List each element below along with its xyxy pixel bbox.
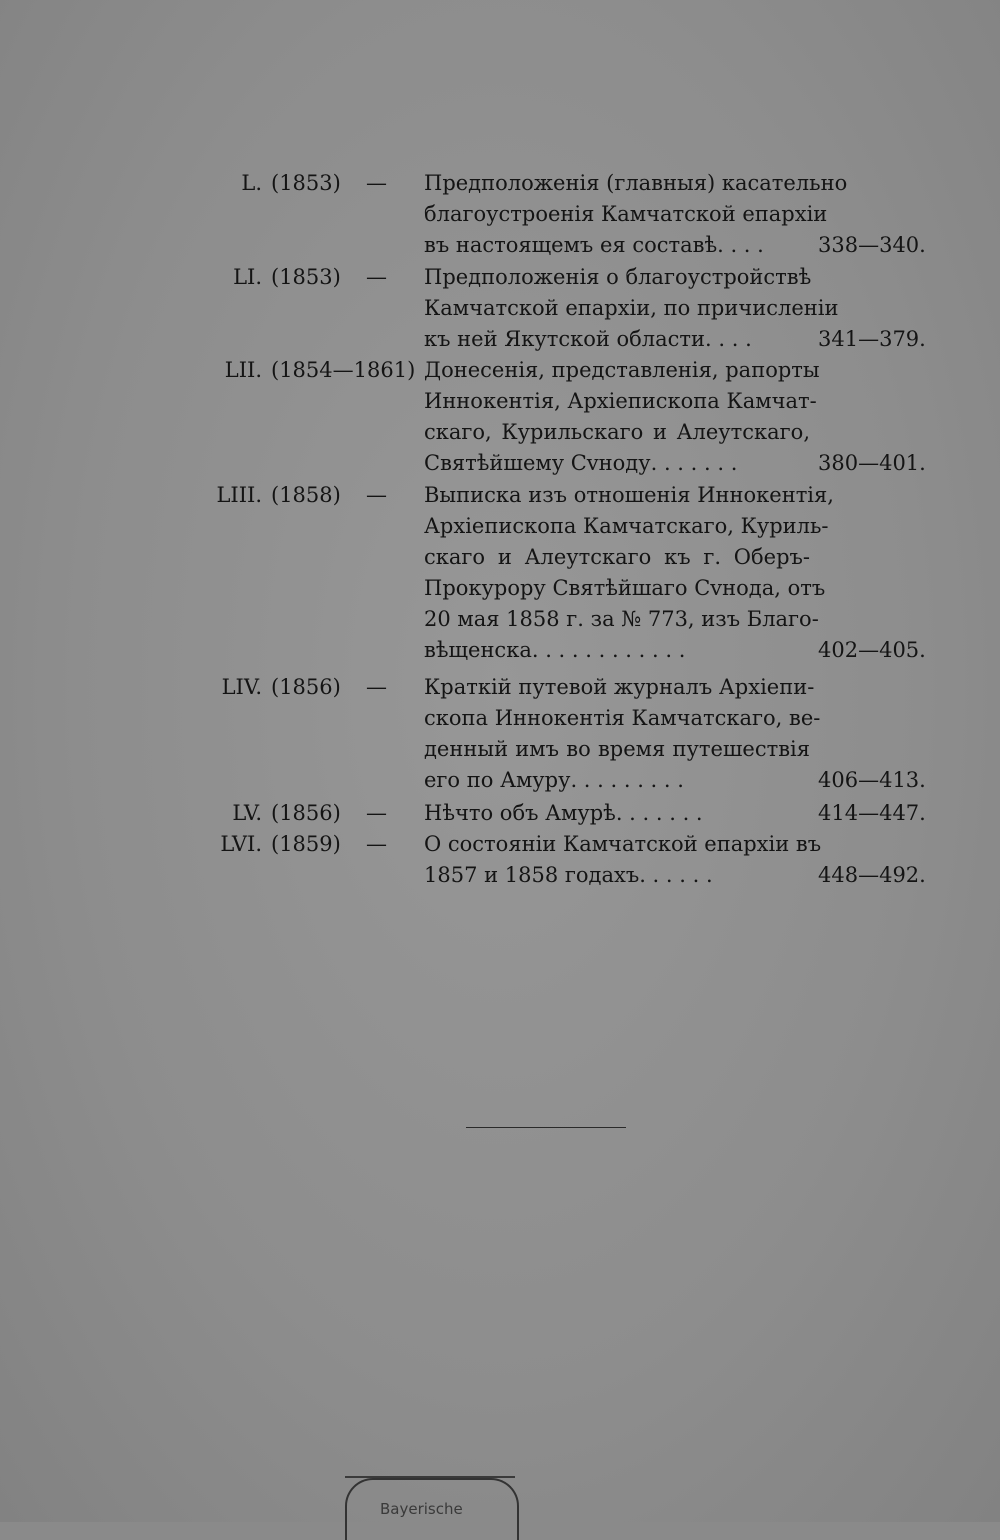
entry-dash: — xyxy=(366,265,387,289)
separator-rule xyxy=(466,1127,626,1128)
entry-title-line: Краткій путевой журналъ Архіепи- xyxy=(424,675,815,699)
entry-year: (1853) xyxy=(271,171,341,195)
entry-title-line: благоустроенія Камчатской епархіи xyxy=(424,202,828,226)
entry-title xyxy=(424,672,821,796)
entry-title-line: Предположенія (главныя) касательно xyxy=(424,171,848,195)
entry-title xyxy=(424,168,848,261)
entry-title xyxy=(424,262,839,355)
entry-title-line: Иннокентія, Архіепископа Камчат- xyxy=(424,389,817,413)
entry-dash: — xyxy=(366,483,387,507)
entry-number: LII. xyxy=(224,358,262,382)
entry-year: (1856) xyxy=(271,801,341,825)
entry-pages: 448—492. xyxy=(818,863,926,887)
entry-number: LIII. xyxy=(216,483,262,507)
entry-title-line: скаго и Алеутскаго къ г. Оберъ- xyxy=(424,545,810,569)
entry-dash: — xyxy=(366,675,387,699)
entry-title-line: Святѣйшему Сvноду. . . . . . . xyxy=(424,451,738,475)
entry-year: (1859) xyxy=(271,832,341,856)
entry-number: LIV. xyxy=(221,675,262,699)
entry-title xyxy=(424,355,820,479)
entry-pages: 406—413. xyxy=(818,768,926,792)
entry-title xyxy=(424,480,834,666)
entry-title-line: Донесенія, представленія, рапорты xyxy=(424,358,820,382)
entry-title-line: 20 мая 1858 г. за № 773, изъ Благо- xyxy=(424,607,819,631)
entry-pages: 402—405. xyxy=(818,638,926,662)
entry-title-line: его по Амуру. . . . . . . . . xyxy=(424,768,684,792)
entry-title-line: скопа Иннокентія Камчатскаго, ве- xyxy=(424,706,821,730)
entry-dash: — xyxy=(366,832,387,856)
entry-title-line: Предположенія о благоустройствѣ xyxy=(424,265,812,289)
entry-title-line: Архіепископа Камчатскаго, Куриль- xyxy=(424,514,829,538)
entry-title-line: денный имъ во время путешествія xyxy=(424,737,810,761)
entry-pages: 341—379. xyxy=(818,327,926,351)
entry-pages: 380—401. xyxy=(818,451,926,475)
entry-year: (1854—1861) xyxy=(271,358,416,382)
entry-title-line: Нѣчто объ Амурѣ. . . . . . . xyxy=(424,801,703,825)
entry-number: LV. xyxy=(232,801,262,825)
entry-pages: 414—447. xyxy=(818,801,926,825)
entry-title xyxy=(424,829,822,891)
entry-title-line: Камчатской епархіи, по причисленіи xyxy=(424,296,839,320)
entry-title-line: 1857 и 1858 годахъ. . . . . . xyxy=(424,863,713,887)
entry-dash: — xyxy=(366,171,387,195)
entry-year: (1858) xyxy=(271,483,341,507)
entry-title-line: вѣщенска. . . . . . . . . . . . xyxy=(424,638,686,662)
entry-dash: — xyxy=(366,801,387,825)
entry-title-line: Выписка изъ отношенія Иннокентія, xyxy=(424,483,834,507)
entry-year: (1853) xyxy=(271,265,341,289)
entry-title-line: скаго, Курильскаго и Алеутскаго, xyxy=(424,420,810,444)
library-stamp-text: Bayerische xyxy=(380,1500,463,1518)
entry-number: L. xyxy=(241,171,262,195)
entry-year: (1856) xyxy=(271,675,341,699)
entry-pages: 338—340. xyxy=(818,233,926,257)
entry-title-line: къ ней Якутской области. . . . xyxy=(424,327,752,351)
entry-number: LVI. xyxy=(220,832,262,856)
entry-title-line: О состояніи Камчатской епархіи въ xyxy=(424,832,822,856)
entry-number: LI. xyxy=(233,265,262,289)
entry-title xyxy=(424,798,810,829)
entry-title-line: Прокурору Святѣйшаго Сvнода, отъ xyxy=(424,576,826,600)
entry-title-line: въ настоящемъ ея составѣ. . . . xyxy=(424,233,764,257)
